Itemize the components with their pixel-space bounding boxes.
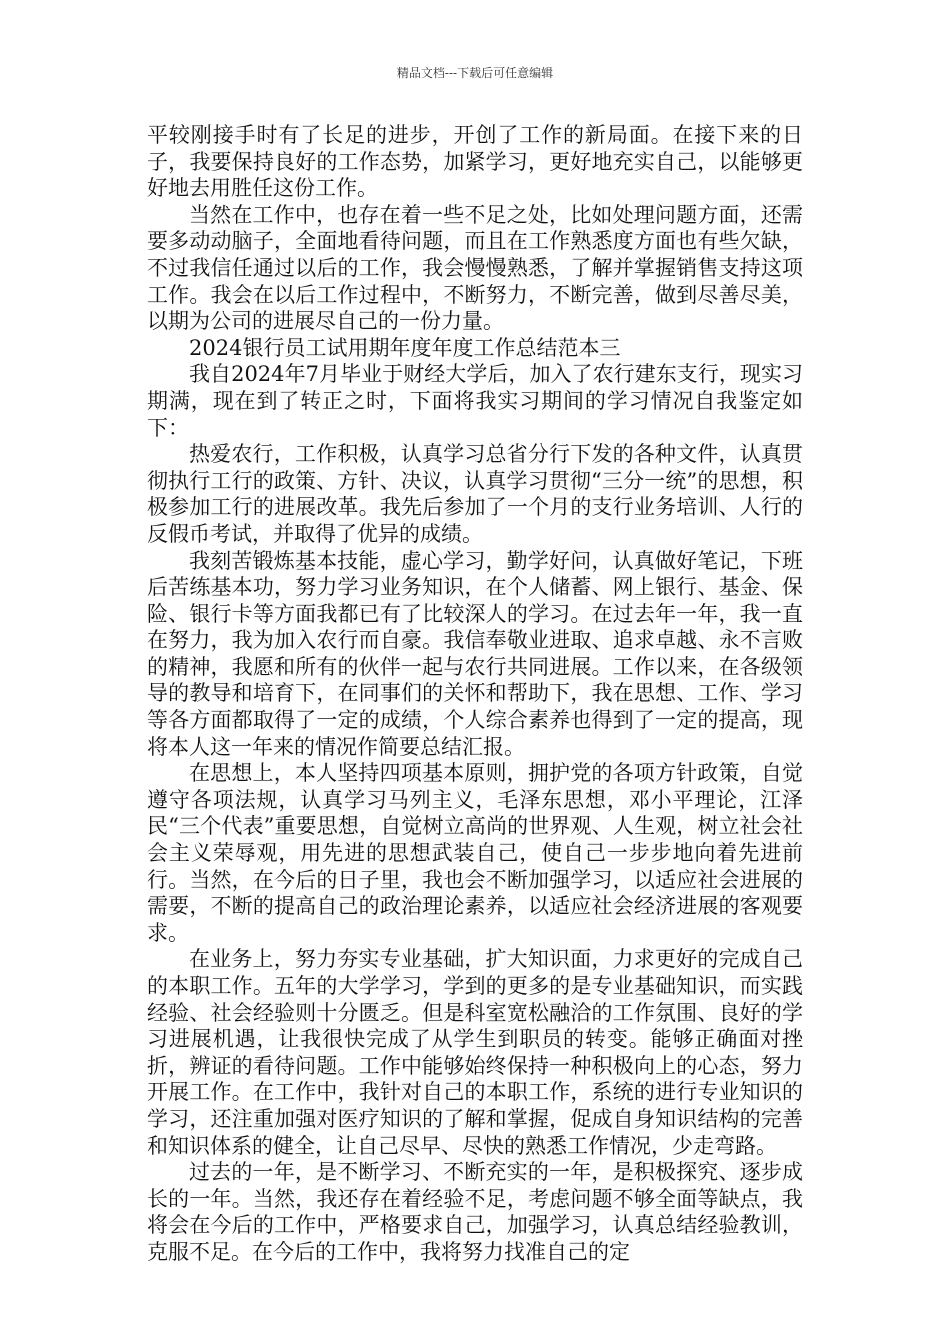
section-title: 2024银行员工试用期年度年度工作总结范本三 [189,335,621,360]
paragraph-6: 我刻苦锻炼基本技能，虚心学习，勤学好问，认真做好笔记，下班后苦练基本功，努力学习业务知识，在个人储蓄、网上银行、基金、保险、银行卡等方面我都已有了比较深人的学习。在过去年一年，我一直在努力，我为加入农行而自豪。我信奉敬业进取、追求卓越、永不言败的精神，我愿和所有的伙伴一起与农行共同进展。工作以来，在各级领导的教导和培育下，在同事们的关怀和帮助下，我在思想、工作、学习等各方面都取得了一定的成绩，个人综合素养也得到了一定的提高，现将本人这一年来的情况作简要总结汇报。 [147,548,803,759]
paragraph-5: 热爱农行，工作积极，认真学习总省分行下发的各种文件，认真贯彻执行工行的政策、方针、决议，认真学习贯彻“三分一统”的思想，积极参加工行的进展改革。我先后参加了一个月的支行业务培训、人行的反假币考试，并取得了优异的成绩。 [147,442,803,546]
paragraph-9: 过去的一年，是不断学习、不断充实的一年，是积极探究、逐步成长的一年。当然，我还存在着经验不足，考虑问题不够全面等缺点，我将会在今后的工作中，严格要求自己，加强学习，认真总结经验教训，克服不足。在今后的工作中，我将努力找准自己的定 [147,1160,803,1264]
paragraph-4: 我自2024年7月毕业于财经大学后，加入了农行建东支行，现实习期满，现在到了转正之时，下面将我实习期间的学习情况自我鉴定如下： [147,362,803,440]
document-body [147,122,803,1266]
paragraph-8: 在业务上，努力夯实专业基础，扩大知识面，力求更好的完成自己的本职工作。五年的大学学习，学到的更多的是专业基础知识，而实践经验、社会经验则十分匮乏。但是科室宽松融洽的工作氛围、良好的学习进展机遇，让我很快完成了从学生到职员的转变。能够正确面对挫折，辨证的看待问题。工作中能够始终保持一种积极向上的心态，努力开展工作。在工作中，我针对自己的本职工作，系统的进行专业知识的学习，还注重加强对医疗知识的了解和掌握，促成自身知识结构的完善和知识体系的健全，让自己尽早、尽快的熟悉工作情况，少走弯路。 [147,947,803,1158]
paragraph-7: 在思想上，本人坚持四项基本原则，拥护党的各项方针政策，自觉遵守各项法规，认真学习马列主义，毛泽东思想，邓小平理论，江泽民“三个代表”重要思想，自觉树立高尚的世界观、人生观，树立社会社会主义荣辱观，用先进的思想武装自己，使自己一步步地向着先进前行。当然，在今后的日子里，我也会不断加强学习，以适应社会进展的需要，不断的提高自己的政治理论素养，以适应社会经济进展的客观要求。 [147,761,803,945]
paragraph-2: 当然在工作中，也存在着一些不足之处，比如处理问题方面，还需要多动动脑子，全面地看待问题，而且在工作熟悉度方面也有些欠缺，不过我信任通过以后的工作，我会慢慢熟悉，了解并掌握销售支持这项工作。我会在以后工作过程中，不断努力，不断完善，做到尽善尽美，以期为公司的进展尽自己的一份力量。 [147,202,803,334]
paragraph-1: 平较刚接手时有了长足的进步，开创了工作的新局面。在接下来的日子，我要保持良好的工作态势，加紧学习，更好地充实自己，以能够更好地去用胜任这份工作。 [147,123,803,201]
page-header: 精品文档---下载后可任意编辑 [396,66,554,80]
